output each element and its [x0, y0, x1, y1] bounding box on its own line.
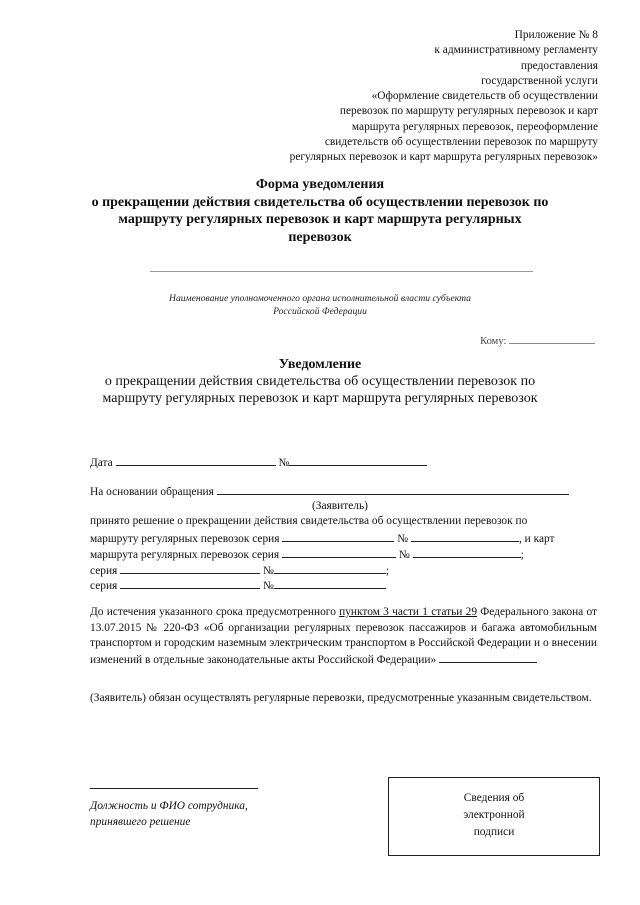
- series-blank[interactable]: [120, 563, 260, 574]
- form-title-line: маршруту регулярных перевозок и карт маршрута регулярных: [118, 212, 522, 227]
- recipient-blank[interactable]: [509, 333, 595, 344]
- law-article-link[interactable]: пунктом 3 части 1 статьи 29: [339, 606, 478, 618]
- appendix-line: свидетельств об осуществлении перевозок по маршруту: [324, 136, 598, 149]
- appendix-line: маршрута регулярных перевозок, переоформление: [351, 120, 598, 133]
- basis-label: На основании обращения: [90, 486, 214, 498]
- series-label: серия: [90, 580, 118, 592]
- applicant-caption: (Заявитель): [312, 500, 368, 512]
- series-row-2: [90, 578, 590, 592]
- notice-subtitle-line: о прекращении действия свидетельства об осуществлении перевозок по: [104, 374, 536, 389]
- paragraph-text: Федерального закона от 13.07.2015 № 220-ФЗ «Об организации регулярных перевозок пассажиров и багажа автомобильным транспортом и городским наземным электрическим транспортом в Российской Федерации и о внесении изменений в отдельные законодательные акты Российской Федерации»: [90, 606, 597, 666]
- number-sign: №: [398, 549, 410, 561]
- authority-name-line: [150, 271, 533, 272]
- obligation-paragraph: (Заявитель) обязан осуществлять регулярные перевозки, предусмотренные указанным свидетельством.: [90, 692, 592, 704]
- form-title-line: Форма уведомления: [255, 177, 385, 192]
- form-title-line: о прекращении действия свидетельства об осуществлении перевозок по: [91, 194, 549, 210]
- card-series-blank[interactable]: [282, 547, 396, 558]
- card-number-blank[interactable]: [413, 547, 521, 558]
- electronic-signature-text: [388, 790, 600, 841]
- basis-row: [90, 484, 590, 498]
- recipient-field: [480, 333, 595, 347]
- notice-subtitle-line: маршруту регулярных перевозок и карт маршрута регулярных перевозок: [102, 391, 538, 406]
- deadline-blank[interactable]: [439, 652, 537, 663]
- semicolon: ;: [385, 565, 390, 577]
- series-number-blank[interactable]: [274, 578, 386, 589]
- applicant-blank[interactable]: [217, 484, 569, 495]
- signature-caption: [90, 798, 248, 830]
- notice-title: [60, 356, 580, 407]
- date-label: Дата: [90, 457, 113, 469]
- semicolon: ;: [520, 549, 524, 561]
- appendix-line: предоставления: [520, 59, 598, 72]
- series-label: серия: [90, 565, 118, 577]
- decision-line-1: принято решение о прекращении действия свидетельства об осуществлении перевозок по: [90, 515, 528, 527]
- authority-caption-line: Наименование уполномоченного органа исполнительной власти субъекта: [169, 293, 471, 304]
- appendix-line: «Оформление свидетельств об осуществлении: [371, 90, 598, 103]
- authority-caption-line: Российской Федерации: [273, 306, 367, 317]
- deadline-paragraph: [90, 605, 597, 668]
- recipient-label: Кому:: [480, 336, 507, 347]
- form-title-line: перевозок: [288, 229, 352, 245]
- number-sign: №: [263, 565, 274, 577]
- appendix-header: [198, 28, 598, 166]
- appendix-line: государственной услуги: [481, 74, 598, 87]
- appendix-line: регулярных перевозок и карт маршрута регулярных перевозок»: [289, 151, 598, 164]
- series-number-blank[interactable]: [274, 563, 386, 574]
- paragraph-text: До истечения указанного срока предусмотренного: [90, 606, 340, 618]
- notice-heading: Уведомление: [278, 357, 362, 372]
- number-sign: №: [397, 533, 409, 545]
- esig-line: подписи: [473, 826, 515, 838]
- appendix-line: перевозок по маршруту регулярных перевозок и карт: [339, 105, 598, 118]
- number-sign: №: [263, 580, 274, 592]
- decision-row-3: [90, 547, 590, 561]
- appendix-line: Приложение № 8: [514, 29, 598, 41]
- appendix-line: к административному регламенту: [434, 44, 598, 57]
- esig-line: Сведения об: [463, 792, 525, 804]
- and-cards-text: , и карт: [518, 533, 555, 545]
- signature-caption-line: Должность и ФИО сотрудника,: [90, 800, 248, 812]
- decision-row-2: [90, 531, 590, 545]
- date-number-row: [90, 455, 590, 469]
- signature-line[interactable]: [90, 788, 258, 789]
- certificate-number-blank[interactable]: [411, 531, 519, 542]
- signature-caption-line: принявшего решение: [90, 816, 191, 828]
- decision-line-3: маршрута регулярных перевозок серия: [90, 549, 280, 561]
- number-sign: №: [278, 457, 290, 469]
- authority-caption: [120, 292, 520, 318]
- date-blank[interactable]: [116, 455, 276, 466]
- series-blank[interactable]: [120, 578, 260, 589]
- series-row-1: [90, 563, 590, 577]
- form-title: [60, 176, 580, 246]
- esig-line: электронной: [463, 809, 525, 821]
- certificate-series-blank[interactable]: [282, 531, 394, 542]
- decision-line-2: маршруту регулярных перевозок серия: [90, 533, 280, 545]
- number-blank[interactable]: [289, 455, 427, 466]
